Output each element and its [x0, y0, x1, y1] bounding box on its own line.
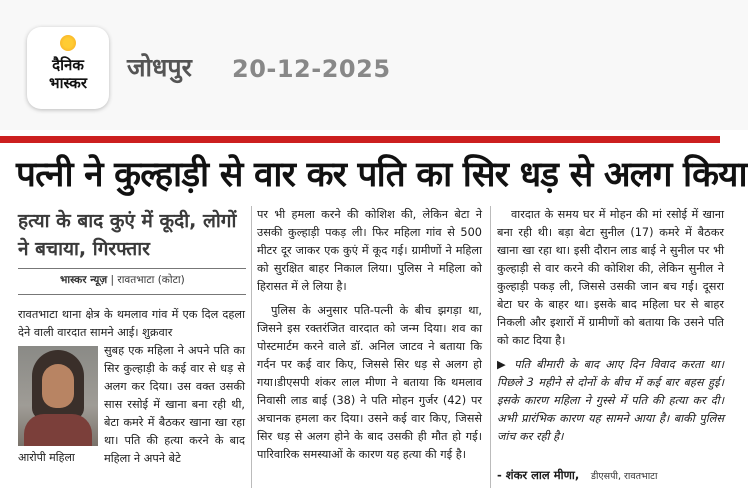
column-2 [257, 206, 482, 464]
clipping-header [0, 0, 748, 130]
paragraph-wrap: सुबह एक महिला ने अपने पति का सिर कुल्हाड़ी के कई वार से धड़ से अलग कर दिया। उस वक्त उसकी सास रसोई में खाना बना रही थी, बेटा कमरे में बैठकर खाना खा रहा था। पति की हत्या करने के बाद महिला ने अपने बेटे [104, 344, 245, 465]
column-2-paragraph-2: पुलिस के अनुसार पति-पत्नी के बीच झगड़ा था, जिसने इस रक्तरंजित वारदात को जन्म दिया। शव का पोस्टमार्टम करने वाले डॉ. अनिल जाटव ने बताया कि गर्दन पर कई वार किए, जिससे सिर धड़ से अलग हो गया।डीएसपी शंकर लाल मीणा ने बताया कि थमलाव निवासी लाड बाई (38) ने पति मोहन गुर्जर (42) पर अचानक हमला कर दिया। उसने कई वार किए, जिससे सिर धड़ से अलग होने के बाद उसकी ही मौत हो गई। पारिवारिक समस्याओं के कारण यह हत्या की गई है। [257, 304, 482, 461]
subheadline: हत्या के बाद कुएं में कूदी, लोगों ने बचाया, गिरफ्तार [18, 210, 237, 260]
signature-role: डीएसपी, रावतभाटा [590, 471, 658, 482]
red-divider [0, 136, 720, 143]
column-3-paragraph-2: ▶ पति बीमारी के बाद आए दिन विवाद करता था। पिछले 3 महीने से दोनों के बीच में कई बार बहस हुई। इसके कारण महिला ने गुस्से में पति की हत्या कर दी। अभी प्रारंभिक कारण यह सामने आया है। बाकी पुलिस जांच कर रही है। [497, 358, 724, 443]
edition-city: जोधपुर [127, 53, 192, 82]
signature [497, 468, 657, 483]
column-2-paragraph-1: पर भी हमला करने की कोशिश की, लेकिन बेटा ने उसकी कुल्हाड़ी पकड़ ली। फिर महिला गांव से 500 मीटर दूर जाकर एक कुएं में कूद गई। ग्रामीणों ने महिला को सुरक्षित बाहर निकाल लिया। पुलिस ने महिला को हिरासत में ले लिया है। [257, 208, 482, 293]
column-3-paragraph-1: वारदात के समय घर में मोहन की मां रसोई में खाना बना रही थी। बड़ा बेटा सुनील (17) कमरे में बैठकर खाना खा रहा था। इसी दौरान लाड बाई ने सुनील पर भी कुल्हाड़ी से वार करने की कोशिश की, लेकिन सुनील ने कुल्हाड़ी पकड़ ली, जिससे उसकी जान बच गई। दूसरा बेटा घर के बाहर था। इसके बाद महिला घर से बाहर निकली और इशारों में ग्रामीणों को बताया कि उसने पति को काट दिया है। [497, 208, 724, 347]
accused-woman-photo [18, 346, 98, 446]
signature-name: - शंकर लाल मीणा, [497, 468, 580, 482]
byline-top-rule [18, 268, 246, 269]
headline: पत्नी ने कुल्हाड़ी से वार कर पति का सिर धड़ से अलग किया [16, 155, 747, 195]
dainik-bhaskar-logo[interactable] [27, 27, 109, 109]
logo-text-line1: दैनिक [52, 56, 84, 74]
photo-caption: आरोपी महिला [18, 451, 75, 464]
edition-date: 20-12-2025 [232, 55, 391, 83]
byline-source: भास्कर न्यूज़ [60, 274, 108, 286]
column-3 [497, 206, 724, 446]
byline-bottom-rule [18, 294, 246, 295]
sun-icon [60, 35, 76, 51]
byline-location: रावतभाटा (कोटा) [117, 274, 185, 286]
column-divider-2 [490, 206, 491, 488]
byline [60, 273, 185, 287]
logo-text-line2: भास्कर [49, 74, 87, 92]
byline-separator: | [110, 274, 118, 286]
paragraph-lead: रावतभाटा थाना क्षेत्र के थमलाव गांव में एक दिल दहला देने वाली वारदात सामने आई। शुक्रवार [18, 308, 245, 339]
column-1-wrap-text [104, 342, 245, 468]
column-divider-1 [251, 206, 252, 488]
column-1-lead [18, 306, 245, 342]
